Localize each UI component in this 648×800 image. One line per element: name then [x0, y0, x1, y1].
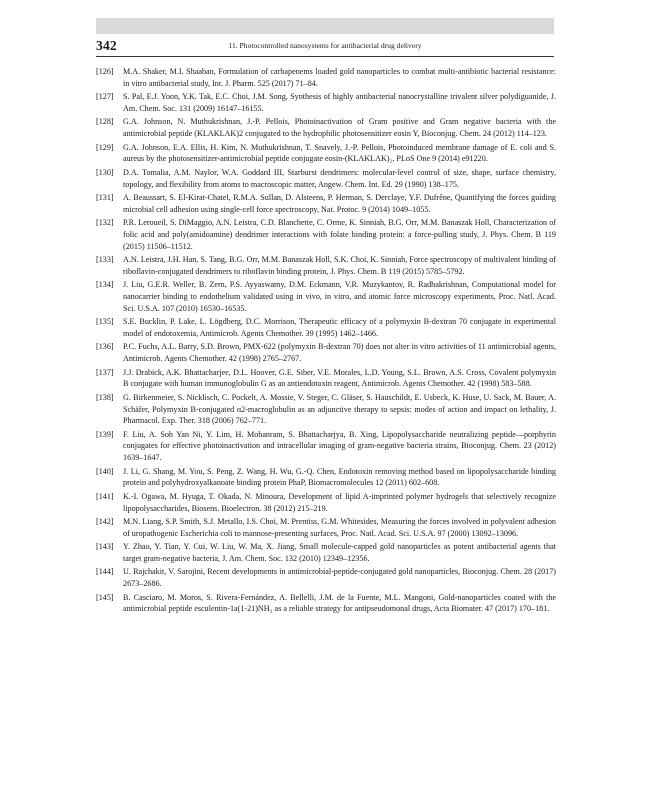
reference-item [96, 392, 556, 427]
reference-number: [126] [96, 67, 114, 76]
reference-number: [137] [96, 367, 114, 377]
reference-text: J.J. Drabick, A.K. Bhattacharjee, D.L. Hoover, G.E. Siber, V.E. Morales, L.D. Young, S.L. Brown, A.S. Cross, Covalent polymyxin B conjugate with human immunoglobulin G as an antiendotoxin reagent, Antimicrob. Agents Chemother. 42 (1998) 583–588. [123, 367, 556, 389]
reference-item [96, 367, 556, 390]
reference-number: [129] [96, 142, 114, 152]
reference-number: [134] [96, 280, 114, 290]
reference-text: G.A. Johnson, E.A. Ellis, H. Kim, N. Muthukrishnan, T. Snavely, J.-P. Pellois, Photoinduced membrane damage of E. coli and S. aureus by the photosensitizer-antimicrobial peptide conjugate eosin-(KLAKLAK)₂, PLoS One 9 (2014) e91220. [123, 142, 556, 164]
reference-number: [145] [96, 592, 114, 602]
reference-item [96, 429, 556, 464]
reference-text: S.E. Bucklin, P. Lake, L. Lögdberg, D.C. Morrison, Therapeutic efficacy of a polymyxin B-dextran 70 conjugate in experimental model of endotoxemia, Antimicrob. Agents Chemother. 39 (1995) 1462–1466. [123, 317, 556, 338]
reference-item [96, 217, 556, 252]
running-title: 11. Photocontrolled nanosystems for antibacterial drug delivery [228, 41, 422, 50]
reference-item [96, 566, 556, 589]
reference-item [96, 167, 556, 190]
reference-text: D.A. Tomalia, A.M. Naylor, W.A. Goddard III, Starburst dendrimers: molecular-level control of size, shape, surface chemistry, topology, and flexibility from atoms to macroscopic matter, Angew. Chem. Int. Ed. 29 (1990) 138–175. [123, 167, 556, 189]
reference-text: P.R. Leroueil, S. DiMaggio, A.N. Leistra, C.D. Blanchette, C. Orme, K. Sinniah, B.G. Orr, M.M. Banaszak Holl, Characterization of folic acid and poly(amidoamine) dendrimer interactions with folate binding protein: a force-pulling study, J. Phys. Chem. B 119 (2015) 11506–11512. [123, 218, 556, 251]
reference-text: K.-I. Ogawa, M. Hyuga, T. Okada, N. Minoura, Development of lipid A-imprinted polymer hydrogels that selectively recognize lipopolysaccharides, Biosens. Bioelectron. 38 (2012) 215–219. [123, 491, 556, 513]
reference-item [96, 341, 556, 364]
header-rule [96, 56, 554, 57]
reference-item [96, 142, 556, 165]
reference-text: A. Beaussart, S. El-Kirat-Chatel, R.M.A. Sullan, D. Alsteens, P. Herman, S. Derclaye, Y.F. Dufrêne, Quantifying the forces guiding microbial cell adhesion using single-cell force spectroscopy, Nat. Protoc. 9 (2014) 1049–1055. [123, 193, 556, 214]
reference-item [96, 116, 556, 139]
reference-text: J. Li, G. Shang, M. You, S. Peng, Z. Wang, H. Wu, G.-Q. Chen, Endotoxin removing method based on lipopolysaccharide binding protein and polyhydroxyalkanoate binding protein PhaP, Biomacromolecules 12 (2011) 602–608. [123, 466, 556, 488]
reference-number: [128] [96, 117, 114, 127]
reference-item [96, 316, 556, 339]
reference-number: [133] [96, 255, 114, 265]
reference-item [96, 466, 556, 489]
reference-item [96, 516, 556, 539]
reference-text: A.N. Leistra, J.H. Han, S. Tang, B.G. Orr, M.M. Banaszak Holl, S.K. Choi, K. Sinniah, Force spectroscopy of multivalent binding of riboflavin-conjugated dendrimers to riboflavin binding protein, J. Phys. Chem. B 119 (2015) 5785–5792. [123, 255, 556, 276]
reference-number: [138] [96, 392, 114, 402]
reference-number: [141] [96, 491, 114, 501]
reference-item [96, 91, 556, 114]
reference-number: [140] [96, 466, 114, 476]
reference-number: [136] [96, 342, 114, 352]
reference-number: [139] [96, 429, 114, 439]
reference-item [96, 279, 556, 314]
reference-text: J. Liu, G.E.R. Weller, B. Zern, P.S. Ayyaswamy, D.M. Eckmann, V.R. Muzykantov, R. Radhakrishnan, Computational model for nanocarrier binding to endothelium validated using in vivo, in vitro, and atomic force microscopy experiments, Proc. Natl. Acad. Sci. U.S.A. 107 (2010) 16530–16535. [123, 280, 556, 313]
reference-text: M.A. Shaker, M.I. Shaaban, Formulation of carbapenems loaded gold nanoparticles to combat multi-antibiotic bacterial resistance: in vitro antibacterial study, Int. J. Pharm. 525 (2017) 71–84. [123, 67, 556, 88]
reference-item [96, 192, 556, 215]
reference-text: Y. Zhao, Y. Tian, Y. Cui, W. Liu, W. Ma, X. Jiang, Small molecule-capped gold nanoparticles as potent antibacterial agents that target gram-negative bacteria, J. Am. Chem. Soc. 132 (2010) 12349–12356. [123, 542, 556, 563]
reference-list [96, 66, 556, 617]
reference-number: [144] [96, 567, 114, 577]
reference-number: [142] [96, 517, 114, 527]
reference-item [96, 541, 556, 564]
reference-item [96, 491, 556, 514]
reference-number: [143] [96, 542, 114, 552]
reference-text: S. Pal, E.J. Yoon, Y.K. Tak, E.C. Choi, J.M. Song, Synthesis of highly antibacterial nanocrystalline trivalent silver polydiguanide, J. Am. Chem. Soc. 131 (2009) 16147–16155. [123, 92, 556, 113]
reference-text: G.A. Johnson, N. Muthukrishnan, J.-P. Pellois, Photoinactivation of Gram positive and Gram negative bacteria with the antimicrobial peptide (KLAKLAK)2 conjugated to the hydrophilic photosensitizer eosin Y, Bioconjug. Chem. 24 (2012) 114–123. [123, 117, 556, 139]
reference-text: U. Rajchakit, V. Sarojini, Recent developments in antimicrobial-peptide-conjugated gold nanoparticles, Bioconjug. Chem. 28 (2017) 2673–2686. [123, 567, 556, 589]
reference-text: P.C. Fuchs, A.L. Barry, S.D. Brown, PMX-622 (polymyxin B-dextran 70) does not alter in vitro activities of 11 antimicrobial agents, Antimicrob. Agents Chemother. 42 (1998) 2765–2767. [123, 342, 556, 364]
reference-item [96, 592, 556, 615]
reference-text: F. Liu, A. Soh Yan Ni, Y. Lim, H. Mohanram, S. Bhattacharjya, B. Xing, Lipopolysaccharide neutralizing peptide—porphyrin conjugates for effective photoinactivation and intracellular imaging of gram-negative bacteria strains, Bioconjug. Chem. 23 (2012) 1639–1647. [123, 429, 556, 463]
reference-text: G. Birkenmeier, S. Nicklisch, C. Pockelt, A. Mossie, V. Steger, C. Gläser, S. Hauschildt, E. Usbeck, K. Huse, U. Sack, M. Bauer, A. Schäfer, Polymyxin B-conjugated α2-macroglobulin as an adjunctive therapy to sepsis: modes of action and impact on lethality, J. Pharmacol. Exp. Ther. 318 (2006) 762–771. [123, 392, 556, 426]
top-band [96, 18, 554, 34]
reference-number: [127] [96, 92, 114, 102]
reference-item [96, 66, 556, 89]
reference-number: [135] [96, 317, 114, 327]
page-number: 342 [96, 38, 117, 53]
reference-number: [130] [96, 167, 114, 177]
reference-text: B. Casciaro, M. Moros, S. Rivera-Fernández, A. Bellelli, J.M. de la Fuente, M.L. Mangoni, Gold-nanoparticles coated with the antimicrobial peptide esculentin-1a(1-21)NH₂ as a reliable strategy for antipseudomonal drugs, Acta Biomater. 47 (2017) 170–181. [123, 592, 556, 614]
page-header [96, 38, 554, 56]
reference-number: [131] [96, 193, 114, 203]
reference-item [96, 254, 556, 277]
reference-number: [132] [96, 218, 114, 228]
reference-text: M.N. Liang, S.P. Smith, S.J. Metallo, I.S. Choi, M. Prentiss, G.M. Whitesides, Measuring the forces involved in polyvalent adhesion of uropathogenic Escherichia coli to mannose-presenting surfaces, Proc. Natl. Acad. Sci. U.S.A. 97 (2000) 13092–13096. [123, 517, 556, 538]
